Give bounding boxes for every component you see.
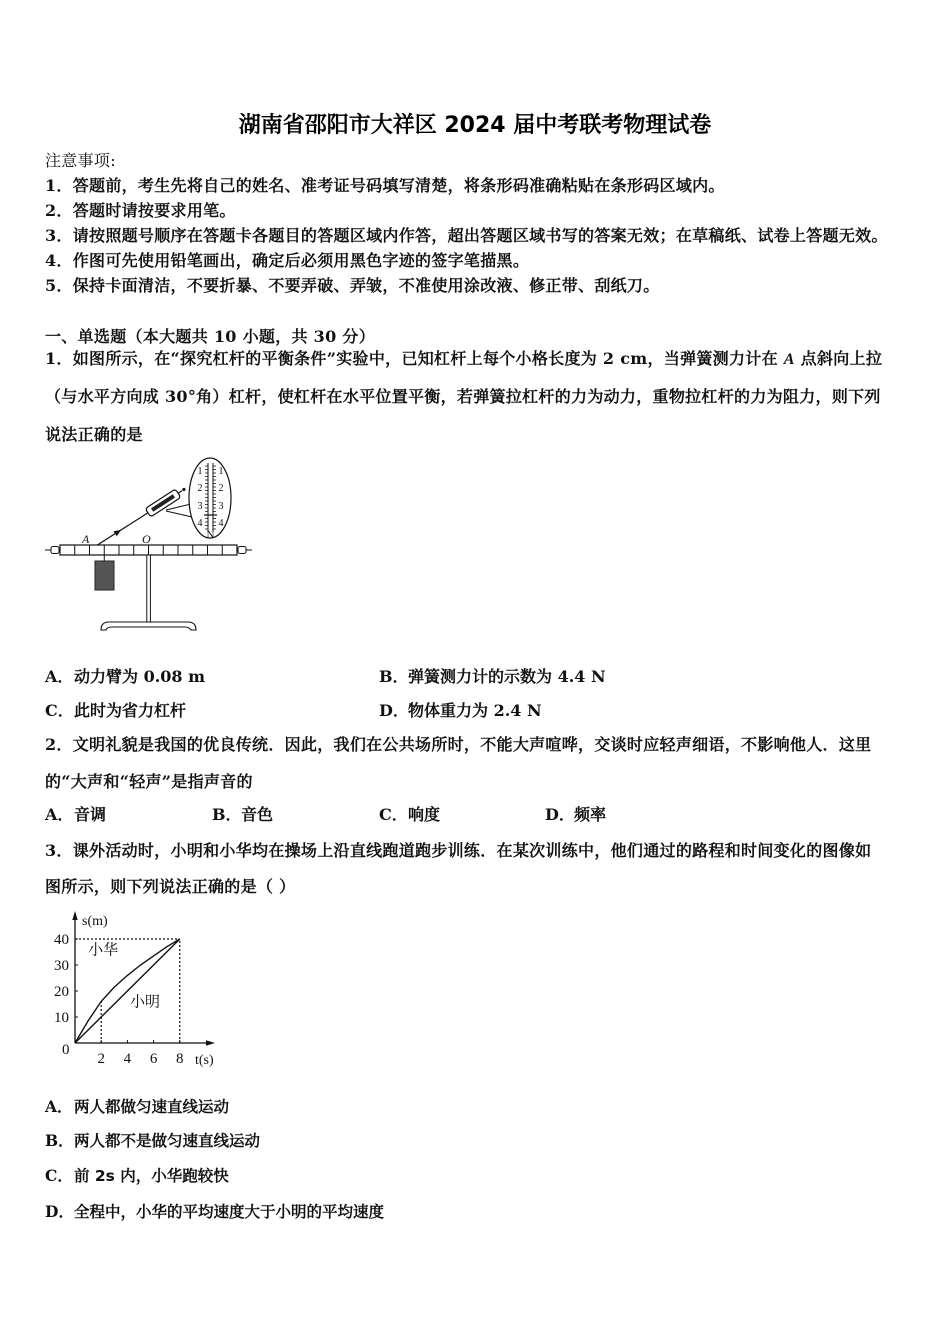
option-d <box>45 1202 384 1222</box>
y-tick-label: 40 <box>54 932 69 948</box>
notice-item: 4．作图可先使用铅笔画出，确定后必须用黑色字迹的签字笔描黑。 <box>45 251 530 270</box>
force-arrow-icon <box>114 530 122 536</box>
x-tick-label: 8 <box>176 1051 184 1067</box>
x-axis-label: t(s) <box>195 1053 214 1068</box>
y-tick-label: 30 <box>54 958 69 974</box>
option-key: D． <box>545 805 575 824</box>
option-text: 此时为省力杠杆 <box>74 701 187 720</box>
option-text: 前 2s 内，小华跑较快 <box>74 1167 229 1185</box>
notice-item: 3．请按照题号顺序在答题卡各题目的答题区域内作答，超出答题区域书写的答案无效；在草稿纸、试卷上答题无效。 <box>45 226 888 245</box>
scale-zoom-callout <box>189 458 231 538</box>
notice-item: 5．保持卡面清洁，不要折暴、不要弄破、弄皱，不准使用涂改液、修正带、刮纸刀。 <box>45 276 660 295</box>
option-a <box>45 1097 229 1117</box>
y-axis-label: s(m) <box>82 914 108 929</box>
option-a <box>45 805 106 825</box>
scale-label: 1 <box>197 466 203 477</box>
option-b <box>45 1131 260 1151</box>
option-key: B． <box>379 667 409 686</box>
option-key: A． <box>45 805 74 824</box>
option-key: C． <box>45 1166 73 1185</box>
point-o-label: O <box>142 532 151 546</box>
distance-time-chart <box>40 905 230 1075</box>
page-title: 湖南省邵阳市大祥区 2024 届中考联考物理试卷 <box>238 113 712 138</box>
notice-item: 1．答题前，考生先将自己的姓名、准考证号码填写清楚，将条形码准确粘贴在条形码区域内。 <box>45 176 725 195</box>
series-label-xiaomin: 小明 <box>130 994 161 1011</box>
option-a <box>45 667 205 687</box>
question-text: 3．课外活动时，小明和小华均在操场上沿直线跑道跑步训练．在某次训练中，他们通过的路程和时间变化的图像如 <box>45 841 872 860</box>
option-text: 两人都做匀速直线运动 <box>74 1098 230 1116</box>
question-text: 说法正确的是 <box>45 425 143 444</box>
option-text: 两人都不是做匀速直线运动 <box>74 1132 261 1150</box>
option-b <box>212 805 273 825</box>
x-tick-label: 6 <box>149 1051 158 1067</box>
question-text <box>45 349 882 370</box>
option-text: 响度 <box>408 805 441 824</box>
option-text: 音调 <box>74 805 107 824</box>
option-c <box>379 805 440 825</box>
option-text: 频率 <box>574 805 607 824</box>
option-key: A． <box>45 667 74 686</box>
option-c <box>45 701 186 721</box>
question-text: 2．文明礼貌是我国的优良传统．因此，我们在公共场所时，不能大声喧哗，交谈时应轻声细语，不影响他人．这里 <box>45 735 872 754</box>
notice-heading: 注意事项: <box>45 151 116 170</box>
stand-pole <box>147 555 151 622</box>
x-tick-label: 4 <box>123 1051 132 1067</box>
y-axis-arrow-icon <box>72 911 77 920</box>
point-label: A <box>783 351 795 368</box>
series-label-xiaohua: 小华 <box>88 942 119 959</box>
point-a-label: A <box>82 532 90 546</box>
option-text: 弹簧测力计的示数为 4.4 N <box>408 667 606 686</box>
x-tick-label: 2 <box>97 1051 105 1067</box>
lever-knob-right <box>238 547 246 554</box>
option-text: 物体重力为 2.4 N <box>408 701 542 720</box>
option-c <box>45 1166 229 1186</box>
question-text: 图所示，则下列说法正确的是（ ） <box>45 877 296 896</box>
scale-label: 2 <box>197 483 203 494</box>
lever-diagram <box>40 455 260 640</box>
scale-label: 2 <box>218 483 224 494</box>
question-text: 的“大声和“轻声”是指声音的 <box>45 772 253 791</box>
option-b <box>379 667 606 687</box>
option-text: 动力臂为 0.08 m <box>74 667 206 686</box>
option-key: B． <box>212 805 242 824</box>
origin-label: 0 <box>62 1042 70 1058</box>
notice-item: 2．答题时请按要求用笔。 <box>45 201 236 220</box>
scale-label: 3 <box>218 501 224 512</box>
hanging-weight <box>95 561 114 590</box>
option-d <box>379 701 542 721</box>
option-key: A． <box>45 1097 73 1116</box>
option-key: C． <box>379 805 408 824</box>
scale-label: 4 <box>218 518 224 529</box>
option-text: 音色 <box>241 805 274 824</box>
question-text-part: 点斜向上拉 <box>794 349 883 368</box>
section-heading: 一、单选题（本大题共 10 小题，共 30 分） <box>45 327 376 346</box>
question-text: （与水平方向成 30°角）杠杆，使杠杆在水平位置平衡，若弹簧拉杠杆的力为动力，重物拉杠杆的力为阻力，则下列 <box>45 387 881 406</box>
option-key: D． <box>379 701 409 720</box>
option-text: 全程中，小华的平均速度大于小明的平均速度 <box>74 1203 385 1221</box>
scale-unit: N <box>206 529 215 541</box>
question-text-part: 1．如图所示，在“探究杠杆的平衡条件”实验中，已知杠杆上每个小格长度为 2 cm，当弹簧测力计在 <box>45 349 784 368</box>
scale-label: 4 <box>197 518 203 529</box>
option-d <box>545 805 606 825</box>
scale-label: 1 <box>218 466 224 477</box>
option-key: D． <box>45 1202 74 1221</box>
y-tick-label: 10 <box>54 1010 69 1026</box>
option-key: B． <box>45 1131 74 1150</box>
scale-label: 3 <box>197 501 203 512</box>
option-key: C． <box>45 701 74 720</box>
stand-base <box>101 622 196 630</box>
spring-scale <box>145 484 188 517</box>
x-axis-arrow-icon <box>206 1040 215 1045</box>
lever-knob-left <box>51 547 59 554</box>
y-tick-label: 20 <box>54 984 69 1000</box>
